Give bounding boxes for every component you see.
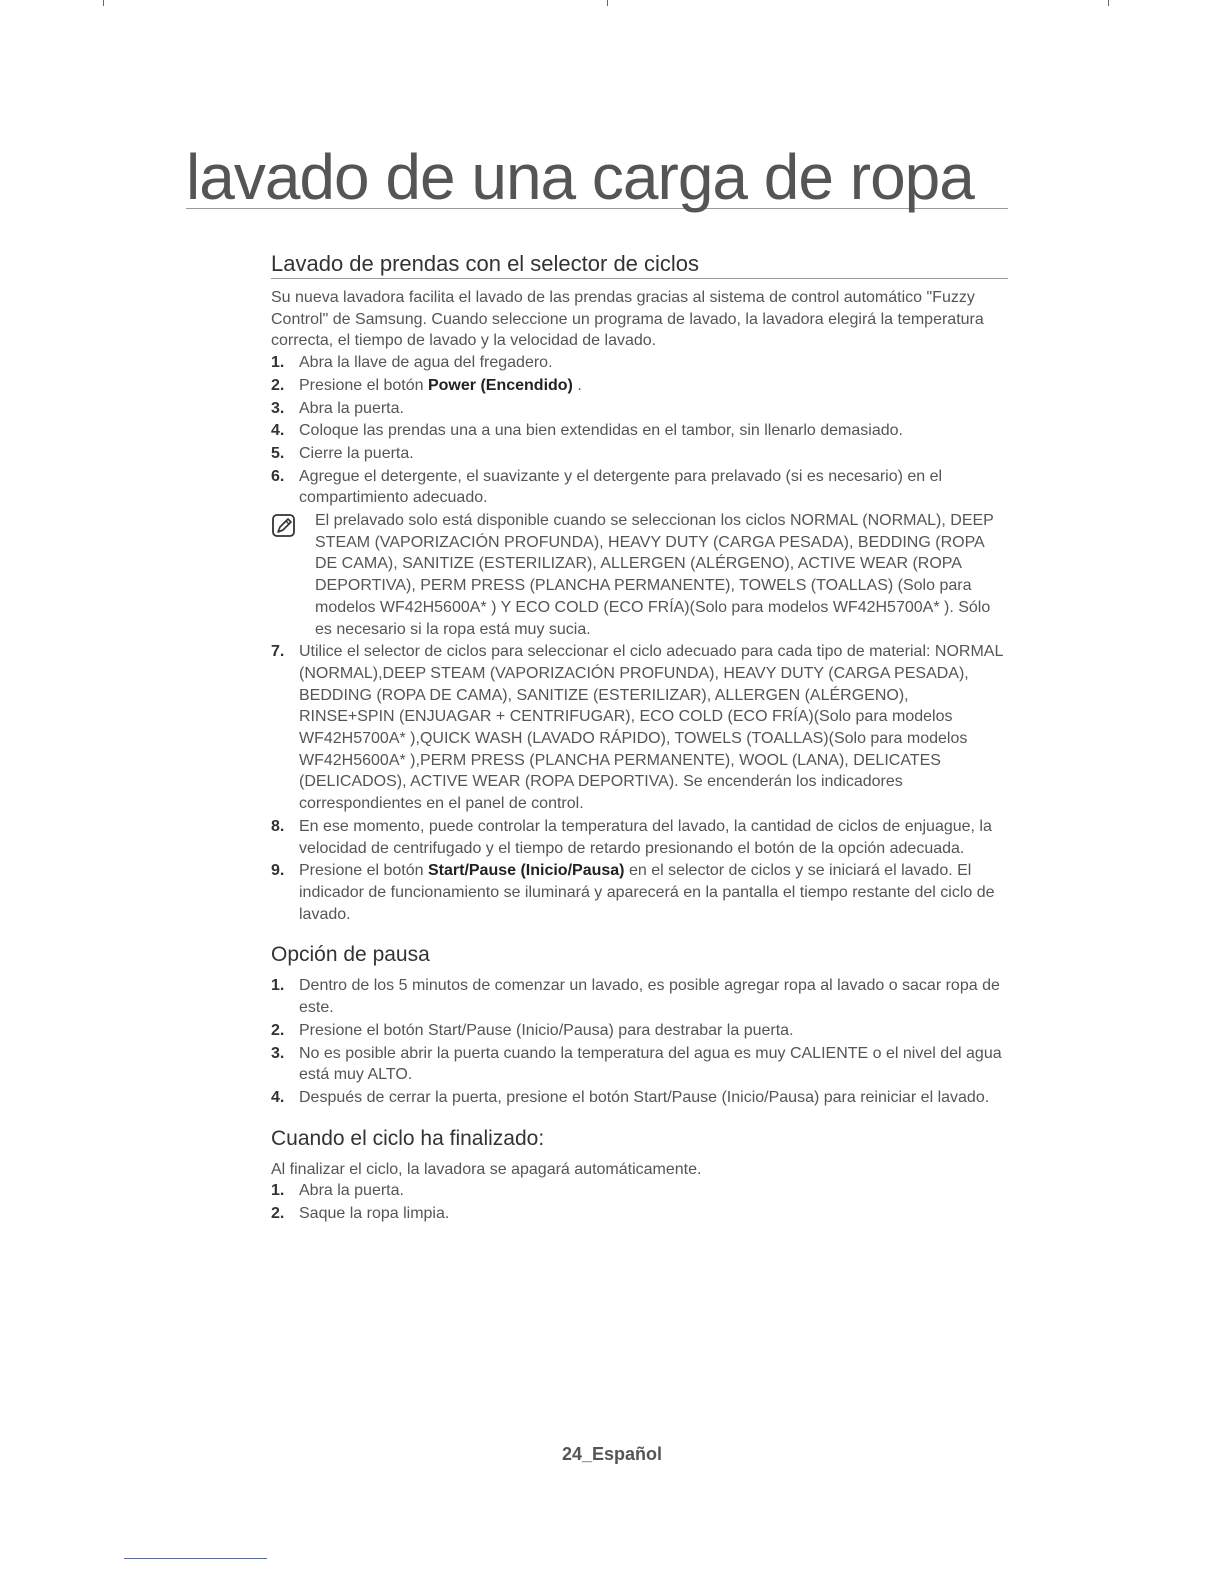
step-text: Coloque las prendas una a una bien extendidas en el tambor, sin llenarlo demasiado. bbox=[299, 422, 903, 440]
step-number: 4. bbox=[271, 1088, 285, 1106]
wash-steps-list-continued bbox=[271, 641, 1008, 925]
crop-mark bbox=[1108, 0, 1109, 6]
list-item bbox=[271, 443, 1008, 465]
step-number: 3. bbox=[271, 1044, 285, 1062]
section-heading-pause-option: Opción de pausa bbox=[271, 943, 430, 967]
list-item bbox=[271, 1180, 1008, 1202]
power-button-label: Power (Encendido) bbox=[427, 376, 573, 394]
step-text: Utilice el selector de ciclos para seleccionar el ciclo adecuado para cada tipo de material: NORMAL (NORMAL),DEEP STEAM (VAPORIZACIÓN PROFUNDA), HEAVY DUTY (CARGA PESADA), BEDDING (ROPA DE CAMA), SANITIZE (ESTERILIZAR), ALLERGEN (ALÉRGENO), RINSE+SPIN (ENJUAGAR + CENTRIFUGAR), ECO COLD (ECO FRÍA)(Solo para modelos WF42H5700A* ),QUICK WASH (LAVADO RÁPIDO), TOWELS (TOALLAS)(Solo para modelos WF42H5600A* ),PERM PRESS (PLANCHA PERMANENTE), WOOL (LANA), DELICATES (DELICADOS), ACTIVE WEAR (ROPA DEPORTIVA). Se encenderán los indicadores correspondientes en el panel de control. bbox=[299, 643, 1003, 813]
list-item bbox=[271, 398, 1008, 420]
list-item bbox=[271, 816, 1008, 859]
step-text: Después de cerrar la puerta, presione el botón Start/Pause (Inicio/Pausa) para reiniciar el lavado. bbox=[299, 1088, 990, 1106]
step-text: Agregue el detergente, el suavizante y el detergente para prelavado (si es necesario) en el compartimiento adecuado. bbox=[299, 467, 943, 507]
step-text: Presione el botón bbox=[299, 862, 428, 880]
list-item bbox=[271, 352, 1008, 374]
list-item bbox=[271, 1043, 1008, 1086]
crop-mark bbox=[607, 0, 608, 6]
step-text: Abra la llave de agua del fregadero. bbox=[299, 354, 553, 372]
note-pencil-icon bbox=[271, 513, 297, 539]
prewash-note bbox=[271, 510, 1008, 640]
step-number: 1. bbox=[271, 977, 285, 995]
step-text: Saque la ropa limpia. bbox=[299, 1205, 450, 1223]
list-item bbox=[271, 466, 1008, 509]
step-text: Abra la puerta. bbox=[299, 399, 404, 417]
step-number: 8. bbox=[271, 817, 285, 835]
finished-steps-list bbox=[271, 1180, 1008, 1224]
step-number: 3. bbox=[271, 399, 285, 417]
step-text: Dentro de los 5 minutos de comenzar un lavado, es posible agregar ropa al lavado o sacar ropa de este. bbox=[299, 977, 1000, 1017]
step-text: Presione el botón Start/Pause (Inicio/Pausa) para destrabar la puerta. bbox=[299, 1021, 794, 1039]
section-heading-cycle-finished: Cuando el ciclo ha finalizado: bbox=[271, 1126, 545, 1150]
step-text: Cierre la puerta. bbox=[299, 444, 414, 462]
step-number: 5. bbox=[271, 444, 285, 462]
list-item bbox=[271, 860, 1008, 925]
step-number: 6. bbox=[271, 467, 285, 485]
step-number: 1. bbox=[271, 354, 285, 372]
crop-mark bbox=[103, 0, 104, 6]
step-text: No es posible abrir la puerta cuando la temperatura del agua es muy CALIENTE o el nivel del agua está muy ALTO. bbox=[299, 1044, 1002, 1084]
step-number: 2. bbox=[271, 1205, 285, 1223]
finished-paragraph: Al finalizar el ciclo, la lavadora se apagará automáticamente. bbox=[271, 1160, 702, 1178]
list-item bbox=[271, 1087, 1008, 1109]
list-item bbox=[271, 375, 1008, 397]
step-number: 4. bbox=[271, 422, 285, 440]
list-item bbox=[271, 1203, 1008, 1225]
start-pause-button-label: Start/Pause (Inicio/Pausa) bbox=[427, 862, 625, 880]
section-heading-cycle-selector: Lavado de prendas con el selector de ciclos bbox=[271, 250, 1008, 279]
pause-steps-list bbox=[271, 975, 1008, 1108]
note-text: El prelavado solo está disponible cuando se seleccionan los ciclos NORMAL (NORMAL), DEEP STEAM (VAPORIZACIÓN PROFUNDA), HEAVY DUTY (CARGA PESADA), BEDDING (ROPA DE CAMA), SANITIZE (ESTERILIZAR), ALLERGEN (ALÉRGENO), ACTIVE WEAR (ROPA DEPORTIVA), PERM PRESS (PLANCHA PERMANENTE), TOWELS (TOALLAS) (Solo para modelos WF42H5600A* ) Y ECO COLD (ECO FRÍA)(Solo para modelos WF42H5700A* ). Sólo es necesario si la ropa está muy sucia. bbox=[315, 512, 994, 638]
step-number: 2. bbox=[271, 1021, 285, 1039]
list-item bbox=[271, 641, 1008, 815]
step-text: Presione el botón bbox=[299, 376, 428, 394]
intro-paragraph: Su nueva lavadora facilita el lavado de las prendas gracias al sistema de control automático "Fuzzy Control" de Samsung. Cuando seleccione un programa de lavado, la lavadora elegirá la temperatura correcta, el tiempo de lavado y la velocidad de lavado. bbox=[271, 289, 984, 350]
step-number: 7. bbox=[271, 643, 285, 661]
step-text: . bbox=[572, 376, 582, 394]
wash-steps-list bbox=[271, 352, 1008, 509]
list-item bbox=[271, 1020, 1008, 1042]
bottom-rule bbox=[124, 1558, 267, 1559]
step-text: en el selector de ciclos y se iniciará el lavado. El indicador de funcionamiento se iluminará y aparecerá en la pantalla el tiempo restante del ciclo de lavado. bbox=[299, 862, 995, 923]
page-title: lavado de una carga de ropa bbox=[186, 146, 1008, 209]
page-footer: 24_Español bbox=[561, 1444, 663, 1464]
step-number: 2. bbox=[271, 376, 285, 394]
step-number: 1. bbox=[271, 1182, 285, 1200]
list-item bbox=[271, 420, 1008, 442]
list-item bbox=[271, 975, 1008, 1018]
main-content bbox=[271, 250, 1008, 1226]
step-text: Abra la puerta. bbox=[299, 1182, 404, 1200]
step-text: En ese momento, puede controlar la temperatura del lavado, la cantidad de ciclos de enjuague, la velocidad de centrifugado y el tiempo de retardo presionando el botón de la opción adecuada. bbox=[299, 817, 992, 857]
step-number: 9. bbox=[271, 862, 285, 880]
